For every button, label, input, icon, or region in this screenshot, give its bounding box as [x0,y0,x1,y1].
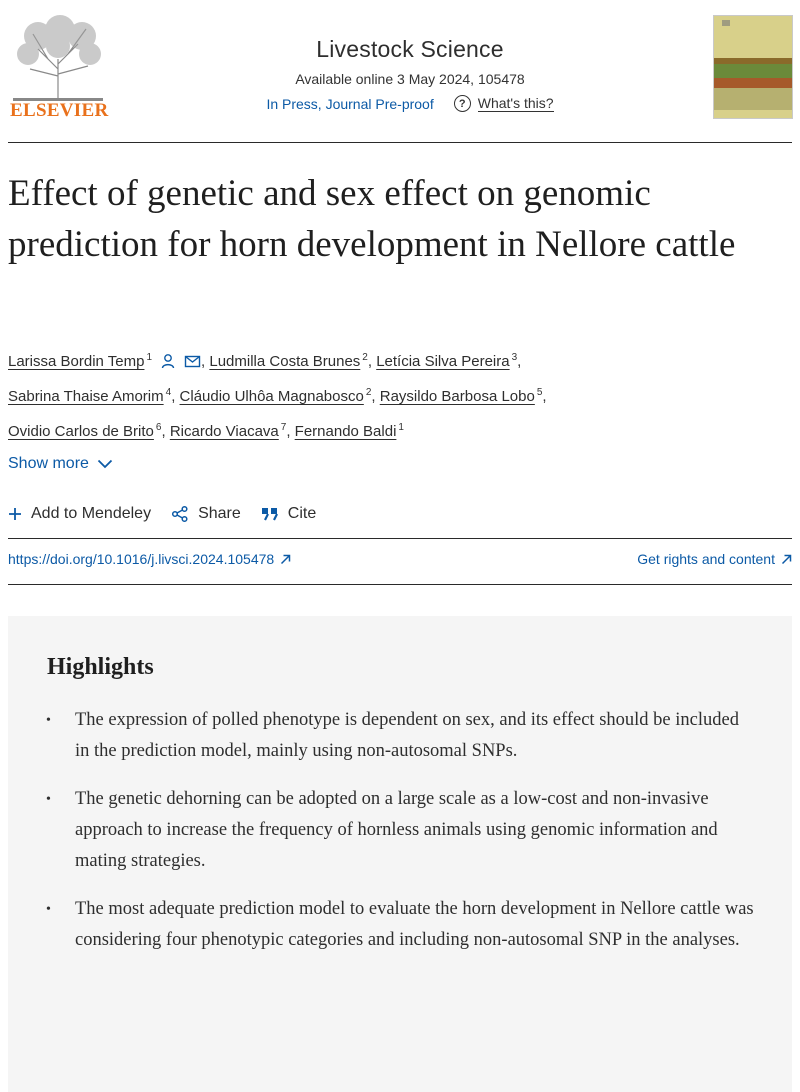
author-item[interactable]: Sabrina Thaise Amorim $^4$ [8,387,172,405]
question-mark-icon: ? [454,95,471,112]
journal-title[interactable]: Livestock Science [316,36,504,62]
add-to-mendeley-button[interactable] [8,505,151,523]
doi-divider [8,584,792,585]
chevron-down-icon [97,459,113,469]
doi-row [8,551,792,567]
journal-cover-image[interactable] [713,15,793,119]
article-header [0,0,800,140]
highlight-item: • The expression of polled phenotype is dependent on sex, and its effect should be included in the prediction model, mainly using non-autosomal SNPs. [46,705,756,767]
whats-this-label: What's this? [477,95,554,111]
article-title: Effect of genetic and sex effect on genomic prediction for horn development in Nellore cattle [8,173,736,265]
external-arrow-icon [280,554,291,565]
person-icon[interactable] [160,353,176,369]
author-item[interactable]: Fernando Baldi $^1$ [294,422,404,440]
article-actions [8,505,316,523]
doi-link[interactable] [8,551,291,567]
highlights-list [46,705,756,973]
author-item[interactable]: Cláudio Ulhôa Magnabosco $^2$ [179,387,372,405]
elsevier-wordmark: ELSEVIER [10,100,109,121]
available-online: Available online 3 May 2024, 105478 [295,71,525,87]
plus-icon [8,507,22,521]
share-label: Share [198,505,241,522]
cite-button[interactable] [261,505,316,523]
press-status-row [200,95,620,112]
get-rights-text: Get rights and content [637,551,775,567]
get-rights-link[interactable] [637,551,792,567]
cite-label: Cite [287,505,317,522]
author-item[interactable]: Letícia Silva Pereira $^3$ [376,352,518,370]
author-item[interactable]: Ricardo Viacava $^7$ [169,422,287,440]
actions-divider [8,538,792,539]
share-icon [171,505,189,523]
journal-info [200,36,620,112]
external-arrow-icon [781,554,792,565]
highlight-item: • The most adequate prediction model to evaluate the horn development in Nellore cattle was considering four phenotypic categories and including non-autosomal SNP in the analyses. [46,894,756,956]
add-to-mendeley-label: Add to Mendeley [31,505,152,522]
author-item[interactable]: Raysildo Barbosa Lobo $^5$ [379,387,543,405]
quote-icon [261,507,279,521]
author-item[interactable]: Ovidio Carlos de Brito $^6$ [8,422,162,440]
mail-icon[interactable] [184,353,201,369]
highlight-item: • The genetic dehorning can be adopted on a large scale as a low-cost and non-invasive approach to increase the frequency of hornless animals using genomic information and mating strategies. [46,784,756,877]
author-item[interactable]: Ludmilla Costa Brunes $^2$ [209,352,368,370]
show-more-button[interactable] [8,455,113,473]
highlights-title: Highlights [47,654,154,680]
author-item[interactable]: Larissa Bordin Temp $^1$ [8,353,201,370]
author-list: Larissa Bordin Temp $^1$ , Ludmilla Costa Brunes $^2$, Letícia Silva Pereira $^3$, Sabrina Thaise Amorim $^4$, Cláudio Ulhôa Magnabosco $^2$, Raysildo Barbosa Lobo $^5$, Ovidio Carlos de Brito $^6$, Ricardo Viacava $^7$, Fernando Baldi $^1$ [8,352,547,440]
elsevier-tree-icon [8,14,108,104]
doi-link-text: https://doi.org/10.1016/j.livsci.2024.105478 [8,551,275,567]
in-press-link[interactable]: In Press, Journal Pre-proof [266,95,434,112]
share-button[interactable] [171,505,241,523]
show-more-label: Show more [8,455,89,472]
highlights-section [8,616,792,1092]
cover-art [714,16,793,119]
header-divider [8,142,792,143]
whats-this-button[interactable] [454,95,554,112]
